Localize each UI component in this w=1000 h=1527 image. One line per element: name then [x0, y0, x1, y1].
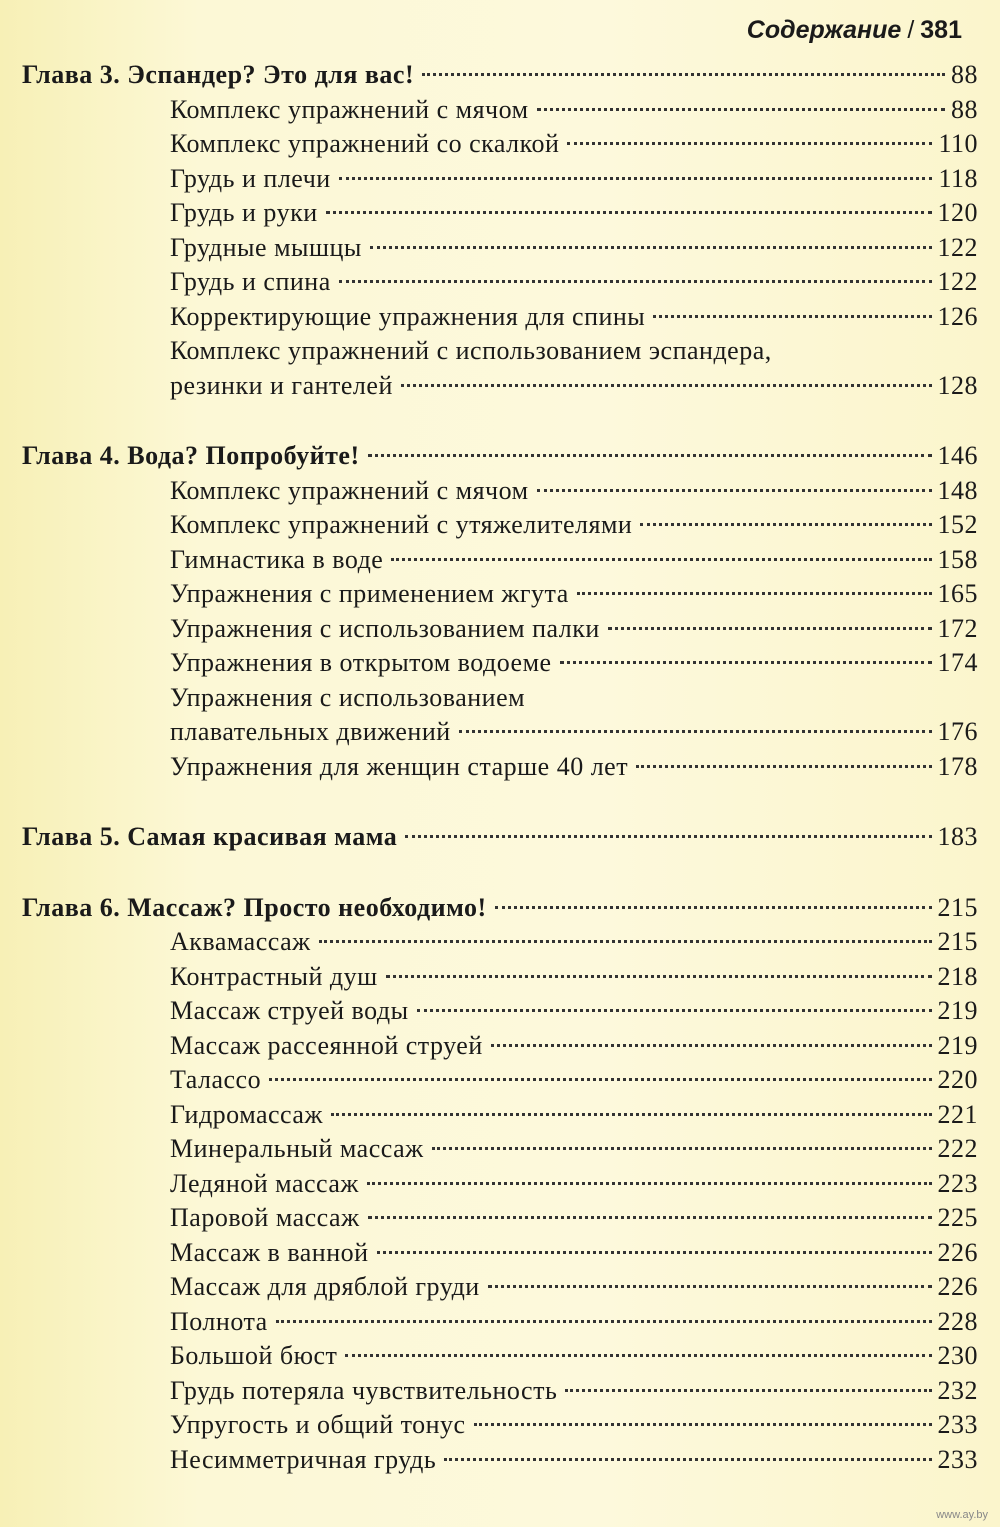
toc-page-number: 128: [937, 370, 978, 400]
toc-page-number: 118: [938, 163, 978, 193]
toc-chapter-entry[interactable]: [0, 439, 1000, 474]
dot-leader: [368, 454, 932, 457]
toc-page-number: 221: [937, 1099, 978, 1129]
toc-entry[interactable]: [0, 1132, 1000, 1167]
toc-entry-title: Глава 4. Вода? Попробуйте!: [22, 441, 360, 470]
toc-entry-title: Глава 5. Самая красивая мама: [22, 822, 398, 851]
toc-entry[interactable]: [0, 162, 1000, 197]
dot-leader: [537, 108, 945, 111]
toc-entry[interactable]: [0, 1305, 1000, 1340]
toc-page-number: 152: [937, 510, 978, 539]
toc-page-number: 88: [951, 60, 978, 89]
toc-entry-title: Большой бюст: [170, 1341, 338, 1370]
toc-entry-title: Упражнения с использованием палки: [170, 613, 600, 643]
toc-page-number: 215: [937, 892, 978, 922]
header-separator: /: [907, 16, 915, 44]
toc-entry-title: Глава 3. Эспандер? Это для вас!: [22, 60, 415, 89]
toc-page-number: 165: [937, 579, 978, 608]
toc-entry-title: Ледяной массаж: [170, 1168, 359, 1198]
toc-page-number: 120: [937, 198, 978, 227]
dot-leader: [636, 765, 931, 768]
toc-entry[interactable]: [0, 960, 1000, 995]
toc-entry-title: Массаж в ванной: [170, 1237, 369, 1267]
dot-leader: [608, 627, 932, 630]
toc-entry[interactable]: [0, 1098, 1000, 1133]
toc-entry[interactable]: [0, 334, 1000, 369]
toc-entry[interactable]: [0, 1270, 1000, 1305]
dot-leader: [401, 384, 932, 387]
dot-leader: [653, 315, 931, 318]
toc-entry[interactable]: [0, 300, 1000, 335]
toc-entry[interactable]: [0, 1167, 1000, 1202]
toc-entry-title: Упражнения с применением жгута: [170, 579, 569, 608]
toc-page-number: 122: [937, 267, 978, 296]
dot-leader: [326, 211, 932, 214]
toc-entry-title: Комплекс упражнений с утяжелителями: [170, 510, 633, 539]
toc-page-number: 122: [937, 232, 978, 262]
dot-leader: [345, 1354, 931, 1357]
dot-leader: [560, 661, 932, 664]
toc-page-number: 232: [937, 1375, 978, 1405]
dot-leader: [276, 1320, 932, 1323]
dot-leader: [417, 1009, 932, 1012]
toc-page-number: 148: [937, 475, 978, 505]
toc-entry[interactable]: [0, 369, 1000, 404]
dot-leader: [459, 730, 932, 733]
toc-entry-title: Минеральный массаж: [170, 1134, 424, 1163]
toc-page-number: 233: [937, 1444, 978, 1474]
dot-leader: [386, 975, 932, 978]
dot-leader: [391, 558, 931, 561]
toc-entry[interactable]: [0, 1201, 1000, 1236]
toc-entry-title: Гимнастика в воде: [170, 544, 384, 574]
dot-leader: [422, 73, 945, 76]
dot-leader: [495, 906, 932, 909]
dot-leader: [339, 280, 932, 283]
toc-entry-title: Грудь и руки: [170, 198, 318, 227]
toc-entry-title: Грудные мышцы: [170, 232, 362, 262]
toc-entry[interactable]: [0, 93, 1000, 128]
toc-chapter-entry[interactable]: [0, 58, 1000, 93]
toc-entry-title: Полнота: [170, 1306, 268, 1336]
toc-entry-title: Комплекс упражнений с использованием эспандера,: [170, 336, 772, 365]
toc-page-number: 110: [938, 129, 978, 158]
toc-page-number: 226: [937, 1237, 978, 1267]
toc-entry[interactable]: [0, 1029, 1000, 1064]
toc-page-number: 230: [937, 1341, 978, 1370]
toc-page-number: 222: [937, 1134, 978, 1163]
dot-leader: [367, 1182, 932, 1185]
toc-entry[interactable]: [0, 265, 1000, 300]
toc-page-number: 158: [937, 544, 978, 574]
toc-entry-title: Упражнения с использованием: [170, 682, 526, 712]
toc-entry[interactable]: [0, 1408, 1000, 1443]
toc-entry-title: Аквамассаж: [170, 927, 311, 956]
toc-entry-title: Упражнения в открытом водоеме: [170, 648, 552, 677]
toc-page-number: 225: [937, 1203, 978, 1232]
toc-entry[interactable]: [0, 1236, 1000, 1271]
toc-entry-title: Глава 6. Массаж? Просто необходимо!: [22, 892, 487, 922]
watermark: www.ay.by: [936, 1509, 988, 1521]
toc-entry[interactable]: [0, 543, 1000, 578]
toc-entry[interactable]: [0, 474, 1000, 509]
toc-entry-title: Упругость и общий тонус: [170, 1410, 466, 1439]
toc-entry[interactable]: [0, 127, 1000, 162]
header-title: Содержание: [746, 16, 902, 44]
toc-chapter-entry[interactable]: [0, 891, 1000, 926]
dot-leader: [577, 592, 932, 595]
dot-leader: [565, 1389, 931, 1392]
toc-page-number: 220: [937, 1065, 978, 1094]
toc-entry[interactable]: [0, 715, 1000, 750]
toc-page-number: 218: [937, 961, 978, 991]
table-of-contents: [0, 58, 1000, 1477]
toc-entry-title: резинки и гантелей: [170, 370, 393, 400]
toc-chapter-entry[interactable]: [0, 820, 1000, 855]
toc-entry[interactable]: [0, 1443, 1000, 1478]
dot-leader: [432, 1147, 932, 1150]
toc-entry[interactable]: [0, 196, 1000, 231]
dot-leader: [491, 1044, 932, 1047]
toc-entry-title: Комплекс упражнений с мячом: [170, 475, 529, 505]
dot-leader: [474, 1423, 932, 1426]
toc-entry-title: Массаж для дряблой груди: [170, 1272, 480, 1301]
toc-entry[interactable]: [0, 612, 1000, 647]
toc-entry[interactable]: [0, 508, 1000, 543]
dot-leader: [339, 177, 933, 180]
toc-page-number: 172: [937, 613, 978, 643]
toc-entry-title: Грудь и плечи: [170, 163, 331, 193]
dot-leader: [488, 1285, 932, 1288]
toc-page-number: 228: [937, 1306, 978, 1336]
toc-page-number: 215: [937, 927, 978, 956]
toc-entry-title: плавательных движений: [170, 717, 451, 746]
dot-leader: [331, 1113, 932, 1116]
toc-entry[interactable]: [0, 1063, 1000, 1098]
toc-entry[interactable]: [0, 994, 1000, 1029]
dot-leader: [368, 1216, 932, 1219]
toc-entry-title: Корректирующие упражнения для спины: [170, 301, 646, 331]
section-gap: [0, 855, 1000, 891]
toc-entry-title: Грудь потеряла чувствительность: [170, 1375, 558, 1405]
toc-page-number: 126: [937, 301, 978, 331]
section-gap: [0, 784, 1000, 820]
dot-leader: [567, 142, 932, 145]
toc-page-number: 146: [937, 441, 978, 470]
dot-leader: [640, 523, 931, 526]
toc-entry[interactable]: [0, 646, 1000, 681]
toc-page-number: 176: [937, 717, 978, 746]
toc-page-number: 174: [937, 648, 978, 677]
toc-entry-title: Талассо: [170, 1065, 262, 1094]
toc-entry[interactable]: [0, 750, 1000, 785]
toc-entry-title: Грудь и спина: [170, 267, 331, 296]
section-gap: [0, 403, 1000, 439]
toc-entry-title: Паровой массаж: [170, 1203, 360, 1232]
toc-page-number: 226: [937, 1272, 978, 1301]
dot-leader: [444, 1458, 931, 1461]
toc-entry-title: Массаж струей воды: [170, 996, 409, 1025]
toc-entry-title: Гидромассаж: [170, 1099, 323, 1129]
toc-page-number: 223: [937, 1168, 978, 1198]
toc-page-number: 178: [937, 751, 978, 781]
toc-entry-title: Несимметричная грудь: [170, 1444, 437, 1474]
toc-entry-title: Массаж рассеянной струей: [170, 1030, 483, 1060]
dot-leader: [405, 835, 931, 838]
dot-leader: [319, 940, 932, 943]
toc-page-number: 219: [937, 1030, 978, 1060]
toc-entry-title: Комплекс упражнений с мячом: [170, 94, 529, 124]
header-page-number: 381: [920, 16, 962, 44]
toc-page-number: 219: [937, 996, 978, 1025]
dot-leader: [537, 489, 932, 492]
toc-entry[interactable]: [0, 681, 1000, 716]
toc-page-number: 88: [951, 94, 978, 124]
toc-page-number: 233: [937, 1410, 978, 1439]
dot-leader: [370, 246, 932, 249]
dot-leader: [377, 1251, 932, 1254]
toc-entry[interactable]: [0, 231, 1000, 266]
toc-entry[interactable]: [0, 925, 1000, 960]
dot-leader: [269, 1078, 931, 1081]
running-header: [747, 16, 962, 45]
toc-page-number: 183: [937, 822, 978, 851]
toc-entry[interactable]: [0, 1374, 1000, 1409]
toc-entry-title: Комплекс упражнений со скалкой: [170, 129, 560, 158]
toc-entry-title: Упражнения для женщин старше 40 лет: [170, 751, 629, 781]
toc-entry[interactable]: [0, 577, 1000, 612]
toc-entry[interactable]: [0, 1339, 1000, 1374]
toc-entry-title: Контрастный душ: [170, 961, 378, 991]
